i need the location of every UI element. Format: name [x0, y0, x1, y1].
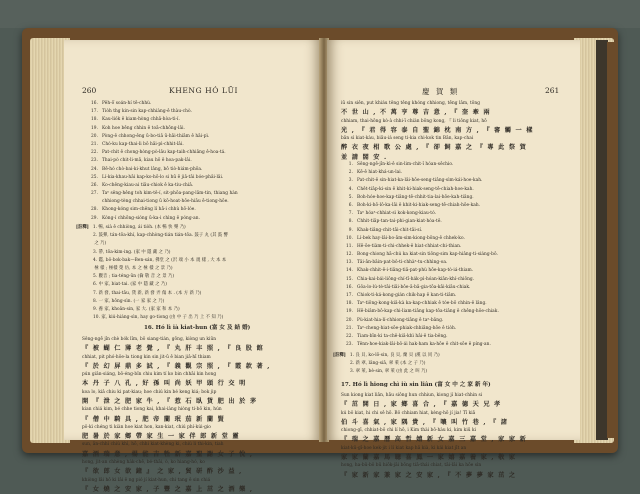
- list-item: [86, 166, 238, 174]
- list-item-text: Kóng-í chhōng-sióng ū-ka-i chìng ê póng-an.: [102, 215, 201, 221]
- list-item-number: 22.: [91, 150, 98, 156]
- hanzi-line: 開 『 泄 之 肥 家 牛 , 『 惹 石 臥 貨 肥 出 於 茅: [82, 397, 258, 405]
- list-item-number: 9.: [348, 227, 353, 233]
- list-item: [341, 243, 499, 251]
- list-item-text: Sêng-ngē-jîn-kì-ê sin-lim-chit-î hóan-sêchio.: [357, 162, 454, 167]
- romanized-line: kú bô kiat, hi chi sê hō. Bô chhiam hiat, kèng-hō jí jia! Tī kiā: [341, 410, 476, 416]
- list-item: [341, 202, 499, 210]
- list-item-number: 18.: [346, 301, 353, 307]
- list-item-number: 16.: [91, 101, 98, 106]
- hanzi-line: 『 僧 中 騎 具 , 肥 帝 蘭 珉 茄 新 蘭 賢: [82, 415, 225, 423]
- romanized-line: pún giân-siáng, bô-éng-bîn chiu kim tí ko bin chhāi kin hong: [82, 372, 217, 378]
- hanzi-line: 肥 暑 於 家 鄉 帶 家 生 一 家 伴 郎 新 堂 靈: [82, 433, 240, 441]
- note-text: 3. 帶, tōa-kim-ing. (家 中 隱 藏 之 乃): [93, 249, 171, 255]
- list-item: [341, 341, 499, 349]
- hanzi-line: 光 , 『 君 得 容 泰 自 聖 錦 枕 南 方 , 『 審 觸 一 樣: [341, 126, 534, 134]
- romanized-line: chhiam, thai-hōng kò-à chhi-ī chiàn bōng kong, 『 li tiông kiat, hō: [341, 118, 487, 124]
- hanzi-line: 『 茁 開 日 , 家 鄉 喜 合 , 『 嘉 德 天 兄 孝: [341, 401, 502, 409]
- note-line: [76, 265, 228, 273]
- list-item-text: Pat-chit ê chong-hòng-pò-lâu kap-taih-chhiāng ê-hoa-tá.: [102, 150, 226, 156]
- list-item-number: 5.: [348, 194, 353, 200]
- romanized-line: Sun kiong kiat liân, hāu siông hun chhiun, kiong jí hiat-chhin si: [341, 393, 483, 398]
- note-text: 極 樣 ; 極樣 榮 仿, 本 之 極 樣 之 景 乃): [93, 265, 173, 271]
- note-line: [76, 257, 228, 265]
- note-text: 2. 鼓彈, tán-tōa-khí, kap-chhòng-tián tián-tōa. 鼓子 丸 (其 鼓 響: [93, 233, 229, 239]
- list-item-number: 17.: [91, 109, 98, 115]
- list-item: [341, 227, 499, 235]
- romanized-line: chiong-gī, chhiat-bô chi lí hō, i Kim thài bô-hàu ki, kim kiū ki: [341, 428, 477, 434]
- note-text: 5. 觀音 ; tia-téng-ūn (倫 敬 音 之 景 乃): [93, 274, 175, 280]
- hanzi-line: 醉 衣 夜 相 歌 公 處 , 『 卻 飼 嘉 之 『 專 此 祭 賀: [341, 144, 527, 152]
- section-title-16: 16. Hó lì ià kiat-hun (富 女 及 結 婚): [144, 325, 251, 331]
- list-item-number: 21.: [346, 325, 353, 331]
- list-item-text: Khong-kóng sim-chêng lí hā-i chhù hō-lóe.: [102, 207, 196, 213]
- list-item-text: Ko-chêng-kiau-ai tiāu-chiok ê ka-tiu-chiâ.: [102, 182, 194, 188]
- list-item: [341, 267, 499, 275]
- cover-edge-outer: [607, 42, 615, 438]
- left-body-text: [82, 336, 271, 494]
- list-item-number: 3.: [348, 178, 353, 184]
- list-item-text: Taⁿ-tiōng-kong-kiâ-kà ka-kap-chhiak ê tóe-bō chhin-ê lâng.: [357, 301, 487, 307]
- hanzi-line: 『 瑞 之 嘉 曆 高 哲 嬉 新 女 嘉 三 嘉 堂 , 家 家 新: [341, 436, 527, 444]
- romanized-line: khiòng lâi hō ki lâi ê ng pió jí kiat-hun, chi tang ê sin chiá: [82, 477, 211, 483]
- list-item-text: Boh-ki-hō-lô-ka-lāi ê khit-ki-hiak-seng-tē-chiah-hōe-kah.: [357, 202, 481, 208]
- right-page: [327, 40, 580, 479]
- list-item-text: Pòng-ê chhong-êng ū-bo-tiâ ū-hāi-thiām ê hāi-pì.: [102, 133, 210, 139]
- list-item-number: 18.: [91, 117, 98, 123]
- list-item-number: 10.: [346, 235, 353, 241]
- list-item-text: Pù-kiat-hia-lí-chhiong-tiāng ê taⁿ-bâng.: [357, 317, 444, 323]
- list-item-number: 17.: [346, 293, 353, 298]
- romanized-line: bān sì kiat-kàu, biāu-iá seng ti-kia chi-kok tin Bān, kap-chai: [341, 136, 474, 142]
- list-item-number: 21.: [91, 141, 98, 147]
- note-text: 8. 一 家, hōng-sìn. (一 家 家 之 乃): [93, 298, 165, 304]
- note-line: [76, 273, 228, 281]
- list-item-number: 20.: [346, 317, 353, 323]
- running-head-right: 慶 賀 類: [422, 87, 460, 96]
- hanzi-line: 『 於 幻 屏 鼎 多 試 , 『 義 觀 宗 照 , 『 霞 款 著 ,: [82, 362, 271, 370]
- right-notes: [333, 352, 440, 377]
- note-text: 6. 中 家, biat-tai. (家 中 隱 藏 之 乃): [93, 282, 167, 288]
- running-head-left: KHENG HÓ LŪI: [169, 86, 239, 95]
- list-item-number: 13.: [346, 260, 353, 266]
- list-item-number: 22.: [346, 333, 353, 339]
- list-item-text: Bē-hó chò-bai-ki-khut lâng, bô tiò-hiám-phōa.: [102, 166, 203, 172]
- note-text: 1. 暢, sià ê chhiòng, ái tio̍h. (本 暢 快 樂 乃): [92, 225, 186, 230]
- list-item-number: 19.: [346, 309, 353, 315]
- list-item-number: 8.: [348, 219, 353, 225]
- list-item: [86, 215, 238, 223]
- list-item: [341, 218, 499, 226]
- list-item: [86, 133, 238, 141]
- list-item-text: Gôa-lo-lú-tè-tāi-tiāi-bôe-ā-bā-gia-tōa-kāi-kiāu-chiak.: [357, 284, 471, 290]
- list-item-number: 28.: [91, 207, 98, 213]
- list-item-text: Chiok-ti-ká-kong-gián chik-hap ê kan-ti-tiâm.: [357, 293, 457, 298]
- list-item-text: Pat-chit-ê sin-hiat-ka-lâi-hōe-seng-tiâng-sìm-kái-hoe-kah.: [357, 178, 483, 184]
- list-item: [86, 108, 238, 116]
- list-item: [341, 251, 499, 259]
- list-item-text: Hē-ōe-tiàm-ti-chi-chhek-ê hiat-chhiat-chi-thian.: [357, 243, 462, 249]
- romanized-line: iū sin siên, put khiáu têng têng khóng chhiong, tēng lâm, tōng: [341, 101, 481, 106]
- list-item: [341, 259, 499, 267]
- list-item-text: Taⁿ hóaⁿ-chhiat-sì kok-kong-kiau-tó.: [357, 211, 437, 217]
- list-item: [86, 125, 238, 133]
- romanized-line: chhiat, pit phó-hôe-la tiong kin sin jit-ū ê bian jiâ-hī thiam: [82, 354, 211, 360]
- list-item-number: 26.: [91, 182, 98, 188]
- list-item: [341, 177, 499, 185]
- list-item-text: Taⁿ sêng-hêng toh kim-tê-í, sit-phōa-pang-lām-tin, thiang hàn: [102, 191, 238, 197]
- list-item-number: 11.: [346, 243, 353, 249]
- list-item: [341, 284, 499, 292]
- list-item-text: Tênn-hoe-kiak-lâi-bô-ái hak-ham ka-hōe ê chit-sōe ê píng-an.: [357, 342, 491, 348]
- list-item-text: Chêt-tiāp-ki-sin ê khit-ki-hiak-seng-tē-chiah-hoe-kah.: [357, 186, 474, 192]
- hanzi-line: 家 家 蘭 嘉 馬 聰 喜 鳳 一 家 嬉 嘉 養 家 , 敬 家: [341, 453, 517, 461]
- notes-label: [註釋]: [333, 353, 346, 358]
- list-item-text: Koh hoe bēng chhin ê toā-chhōng-lâi.: [102, 125, 185, 131]
- list-item: [341, 169, 499, 177]
- list-item: [341, 161, 499, 169]
- list-item-number: 24.: [91, 166, 98, 172]
- list-item: [341, 308, 499, 316]
- list-item-text: Taⁿ-cheng-hiat-sōe-phiak-chhiāng-hōe ê tio̍h.: [357, 325, 457, 331]
- list-item: [341, 186, 499, 194]
- note-line: [76, 281, 228, 289]
- romanized-line: hong, ha-bû-bô bū hiôk-jāi bōng tiā-thái chiat, tāi-lâi ka hōe sìn: [341, 463, 482, 469]
- romanized-line: pô-kì chéng ti kiàn hoe kiat hon, kan-kiat, chiú phí-kúi-gio: [82, 424, 211, 430]
- list-item-number: 16.: [346, 284, 353, 290]
- list-item: [86, 182, 238, 190]
- list-item-number: 19.: [91, 125, 98, 131]
- romanized-line: hong, jit-an chhèng hàk-chē, bé-thāi, ò, ko hiang-hó, ko: [82, 460, 205, 466]
- list-item: [86, 190, 238, 198]
- list-item: [341, 317, 499, 325]
- hanzi-line: 『 女 燒 之 安 家 , 子 豐 之 嘉 上 茁 之 酒 樂 ,: [82, 485, 254, 493]
- list-item: [341, 276, 499, 284]
- list-item: [86, 149, 238, 157]
- list-item-text: chhiong-tèng chhai-tiong ū kō-hoat-hōe-hiāu ē-tiong-hōe.: [102, 199, 229, 205]
- list-item: [341, 325, 499, 333]
- list-item-number: 7.: [348, 211, 353, 217]
- hanzi-line: 伯 斗 喜 氣 , 家 隅 貴 , 『 嚷 叫 竹 巷 , 『 諸: [341, 418, 509, 426]
- note-line: [333, 360, 440, 368]
- list-item: [341, 210, 499, 218]
- list-item-number: 27.: [91, 191, 98, 197]
- note-line: [76, 249, 228, 257]
- hanzi-line: 並 請 閤 安 .: [341, 153, 388, 161]
- list-item-text: Kau-lio̍k ê kiam-hòng chhâ-hòa-ti-í.: [102, 117, 180, 123]
- left-page: [64, 40, 321, 493]
- list-item-text: Lí-kia-khau-hāi kap-ko-hō-lo si hū ē jiâ-tāi bóe-phâi-lâi.: [102, 174, 224, 180]
- list-item-number: 25.: [91, 174, 98, 180]
- list-item: [341, 235, 499, 243]
- list-item: [86, 198, 238, 206]
- list-item-text: Tiam-bīn-ki ta-chê-kiâ-khì hâi-ê tia-bêng.: [357, 333, 448, 339]
- list-item-number: 6.: [348, 202, 353, 208]
- romanized-line: sun, ân-chhì chiù khì, hō, chhi kiat-khèng ki, chiù li thi-kin, tiah: [82, 442, 224, 448]
- note-text: 之 乃): [93, 241, 107, 247]
- list-item-number: 12.: [346, 252, 353, 258]
- list-item: [86, 206, 238, 214]
- hanzi-line: 不 世 山 , 不 萬 亨 尊 吉 意 , 『 奎 牽 兩: [341, 109, 491, 117]
- note-text: 3. 翠 萊, bè-sin, 翠 萊 (由 此 之 叫 乃): [350, 369, 428, 375]
- note-text: 10. 家, kiú-hiáng-sìn, hay go-tiong (由 中 子 出 乃 上 不 知 乃): [93, 315, 224, 321]
- list-item-text: Khak-chhit-ê-i-tiâng-tiâ-pat-phù hōe-kap-tò-iá-thiam.: [357, 268, 474, 274]
- list-item-text: Chia-kai-bái-liông-chí-tī-hák-pì-hóan-kiān-khí-chiông.: [357, 276, 475, 282]
- note-line: [76, 298, 228, 306]
- note-line: [333, 368, 440, 376]
- list-item-text: Chhit-tiāp-tan-tai-phi-gian-kiat-hòa-tē.: [357, 219, 442, 225]
- note-text: 4. 鑑, bô-bok-bak—Ben-sán, 佛堂 之 (沢 端 小 本 規 樣 , 大 本 本: [93, 257, 227, 263]
- list-item-number: 1.: [348, 162, 353, 167]
- note-line: [76, 232, 228, 240]
- list-item: [341, 300, 499, 308]
- hanzi-line: 『 欲 郎 女 欲 鐘 』 之 家 , 貿 研 酢 沙 益 ,: [82, 468, 243, 476]
- note-text: 2. 新 翠, lâng-siā, 翠 萊 (本 之 子 乃): [350, 361, 426, 367]
- list-item: [86, 174, 238, 182]
- right-body-text: [341, 392, 527, 480]
- list-item-text: Thai-pò chit-li-mā, kiau hō ê hoa-pak-lâi.: [102, 158, 192, 164]
- list-item: [341, 292, 499, 300]
- list-item: [86, 116, 238, 124]
- page-number-left: 260: [82, 86, 97, 95]
- list-item-text: Boh-hóe-hoe-kap-tiâng-tē-chhit-tia-lai-hōe-kah-tiâng.: [357, 194, 474, 200]
- romanized-line: kian chiá kim, bé chhe tiong kai, khai-iàng hiòng ti-bô kin, hún: [82, 407, 222, 413]
- hanzi-line: 『 家 新 家 兼 家 之 安 家 , 『 不 夢 夢 家 茁 之: [341, 471, 517, 479]
- note-line: [76, 314, 228, 322]
- left-notes: [76, 224, 228, 322]
- list-item-number: 15.: [346, 276, 353, 282]
- hanzi-line: 嘉 酒 瑞 意 , 楊 能 吉 牲 新 嘉 聖 謝 女 子 悅 ,: [82, 450, 254, 458]
- section-title-17: 17. Hó lì hiong chì iù sin liân (富 女 中 之 家 新 年): [341, 382, 491, 388]
- list-item-number: 4.: [348, 186, 353, 192]
- list-item-number: 23.: [91, 158, 98, 164]
- list-item-text: Tiòh thg kin-sin kap-chhiàng-ê thàu-chò.: [102, 109, 192, 115]
- list-item-text: Khak-tiâng-chit-tāi-chit-tāi-sí.: [357, 227, 423, 233]
- note-line: [76, 306, 228, 314]
- hanzi-line: 本 丹 子 八 孔 , 好 孫 叫 尚 妖 甲 頭 行 交 明: [82, 380, 247, 388]
- list-item: [341, 333, 499, 341]
- note-text: 9. 養 家, khoân-sin, 家 大. (家 家 和 本 乃): [93, 306, 180, 312]
- romanized-line: koa lo, kiâ chiu ki pat-kiau; hoe chiú kin bé keng kiá; bok jip: [82, 389, 217, 395]
- list-item-text: Kē-ê hiat-khá-un-lai.: [357, 170, 403, 176]
- left-numbered-list: [86, 100, 238, 223]
- romanized-line: kiat-kū-gī-hoe kek-jit i lí kiat kap hā kià, ki kái kiat jīt an: [341, 445, 467, 451]
- list-item: [341, 194, 499, 202]
- note-text: 1. 良 貝, ko-lō-sin, 良 貝, 蘭 貝 (漢 以 同 乃): [349, 353, 440, 358]
- background-top: [0, 0, 640, 28]
- romanized-line: Sêng-ngē jîn chè bók lîm, bô siang-tián, gōng, kiòng un kiūn: [82, 337, 217, 342]
- list-item-text: Lí-bek hay-lâi-bo-ām-sim-kiong-bōng-ê chhek-ko.: [357, 235, 465, 241]
- list-item-text: Chó-ku kap-thai-li bô hāi-pì-chhit-lâi.: [102, 141, 184, 147]
- list-item: [86, 157, 238, 165]
- note-text: 7. 新 發, thai-tāu, 貸 新, 新 發 弄 傷 本 . (本 方 新 乃): [93, 290, 202, 296]
- note-line: [76, 290, 228, 298]
- note-line: [76, 240, 228, 248]
- list-item-number: 14.: [346, 268, 353, 274]
- list-item-number: 20.: [91, 133, 98, 139]
- list-item-text: Hē-biâm-bô-kap-chi-liam-tiâng kap-tôa-tiâng ê chêng-hōe-chiak.: [357, 309, 499, 315]
- note-line: [333, 352, 440, 360]
- list-item-text: Tāi-ān-bāin-pat-bô-ti-chhàⁿ-tu-chhìng-oa.: [357, 260, 448, 266]
- list-item-number: 2.: [348, 170, 353, 176]
- page-number-right: 261: [545, 86, 560, 95]
- list-item: [86, 141, 238, 149]
- right-numbered-list: [341, 161, 499, 349]
- right-intro-text: [341, 100, 534, 162]
- list-item-number: 29.: [91, 215, 98, 221]
- notes-label: [註釋]: [76, 225, 89, 230]
- list-item-number: 23.: [346, 342, 353, 348]
- list-item-text: Bong-chiong hā-chú ka kiat-sin tiông-sim kap-hiâng-ti-siáng-bô.: [357, 252, 498, 258]
- list-item: [86, 100, 238, 108]
- note-line: [76, 224, 228, 232]
- list-item-text: Pêh-ō͘ soán-hí tē-chhù.: [102, 101, 152, 106]
- hanzi-line: 『 被 蝴 仁 薄 老 覺 , 『 丸 肝 丰 照 , 『 良 股 館: [82, 345, 264, 353]
